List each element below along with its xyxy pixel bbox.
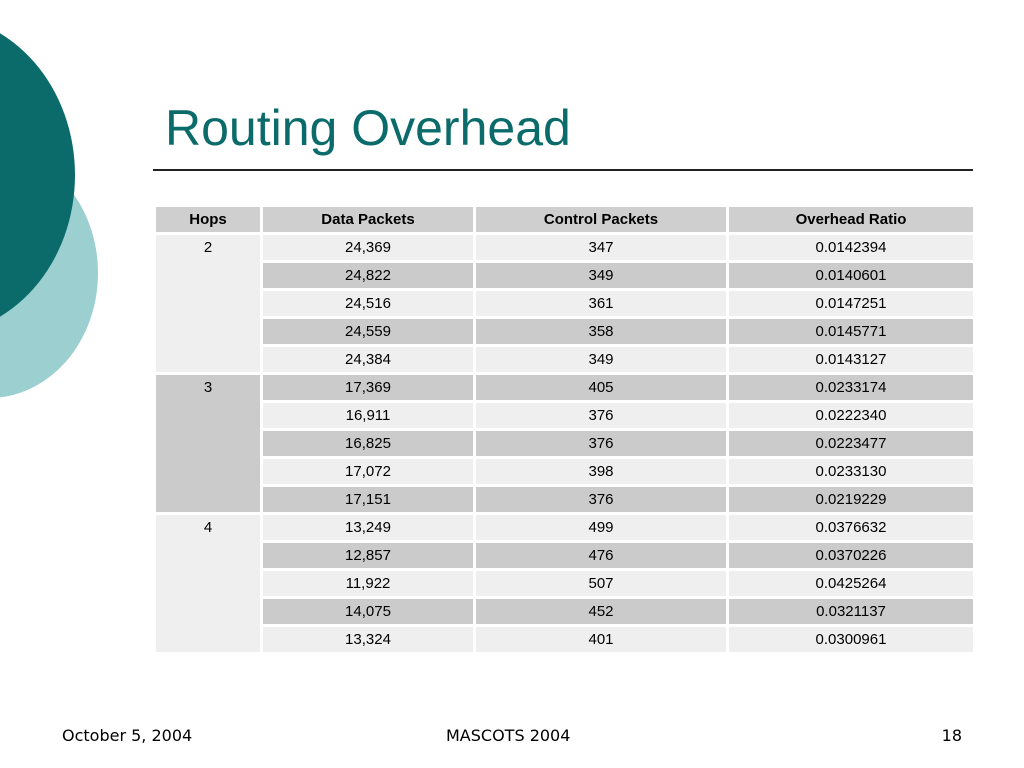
control-packets-cell: 361 <box>475 290 728 318</box>
control-packets-cell: 405 <box>475 374 728 402</box>
table-row <box>155 234 975 262</box>
data-packets-cell: 14,075 <box>262 598 475 626</box>
hops-cell: 2 <box>155 234 262 374</box>
overhead-table-container <box>153 204 973 655</box>
overhead-table <box>153 204 976 655</box>
table-row <box>155 402 975 430</box>
header-hops: Hops <box>155 206 262 234</box>
overhead-ratio-cell: 0.0233130 <box>728 458 975 486</box>
data-packets-cell: 24,822 <box>262 262 475 290</box>
control-packets-cell: 499 <box>475 514 728 542</box>
data-packets-cell: 24,516 <box>262 290 475 318</box>
control-packets-cell: 358 <box>475 318 728 346</box>
table-row <box>155 598 975 626</box>
table-row <box>155 290 975 318</box>
table-row <box>155 514 975 542</box>
header-overhead-ratio: Overhead Ratio <box>728 206 975 234</box>
table-body <box>155 234 975 654</box>
control-packets-cell: 507 <box>475 570 728 598</box>
hops-cell: 4 <box>155 514 262 654</box>
control-packets-cell: 401 <box>475 626 728 654</box>
table-row <box>155 626 975 654</box>
footer-date: October 5, 2004 <box>62 726 193 745</box>
footer-page-number: 18 <box>941 726 962 745</box>
overhead-ratio-cell: 0.0300961 <box>728 626 975 654</box>
overhead-ratio-cell: 0.0222340 <box>728 402 975 430</box>
control-packets-cell: 376 <box>475 402 728 430</box>
data-packets-cell: 11,922 <box>262 570 475 598</box>
control-packets-cell: 376 <box>475 486 728 514</box>
footer-event: MASCOTS 2004 <box>446 726 571 745</box>
data-packets-cell: 16,911 <box>262 402 475 430</box>
table-row <box>155 346 975 374</box>
overhead-ratio-cell: 0.0321137 <box>728 598 975 626</box>
header-control-packets: Control Packets <box>475 206 728 234</box>
data-packets-cell: 24,369 <box>262 234 475 262</box>
slide-title: Routing Overhead <box>165 100 571 156</box>
control-packets-cell: 452 <box>475 598 728 626</box>
overhead-ratio-cell: 0.0145771 <box>728 318 975 346</box>
control-packets-cell: 347 <box>475 234 728 262</box>
table-row <box>155 458 975 486</box>
table-row <box>155 542 975 570</box>
control-packets-cell: 349 <box>475 346 728 374</box>
data-packets-cell: 16,825 <box>262 430 475 458</box>
data-packets-cell: 17,072 <box>262 458 475 486</box>
data-packets-cell: 13,324 <box>262 626 475 654</box>
data-packets-cell: 17,369 <box>262 374 475 402</box>
overhead-ratio-cell: 0.0147251 <box>728 290 975 318</box>
overhead-ratio-cell: 0.0219229 <box>728 486 975 514</box>
overhead-ratio-cell: 0.0376632 <box>728 514 975 542</box>
overhead-ratio-cell: 0.0223477 <box>728 430 975 458</box>
data-packets-cell: 13,249 <box>262 514 475 542</box>
table-row <box>155 570 975 598</box>
title-divider <box>153 169 973 171</box>
data-packets-cell: 24,384 <box>262 346 475 374</box>
data-packets-cell: 12,857 <box>262 542 475 570</box>
control-packets-cell: 349 <box>475 262 728 290</box>
table-row <box>155 262 975 290</box>
control-packets-cell: 376 <box>475 430 728 458</box>
overhead-ratio-cell: 0.0140601 <box>728 262 975 290</box>
control-packets-cell: 398 <box>475 458 728 486</box>
table-row <box>155 486 975 514</box>
overhead-ratio-cell: 0.0425264 <box>728 570 975 598</box>
data-packets-cell: 17,151 <box>262 486 475 514</box>
overhead-ratio-cell: 0.0142394 <box>728 234 975 262</box>
table-header-row <box>155 206 975 234</box>
table-row <box>155 430 975 458</box>
data-packets-cell: 24,559 <box>262 318 475 346</box>
overhead-ratio-cell: 0.0233174 <box>728 374 975 402</box>
overhead-ratio-cell: 0.0370226 <box>728 542 975 570</box>
overhead-ratio-cell: 0.0143127 <box>728 346 975 374</box>
header-data-packets: Data Packets <box>262 206 475 234</box>
control-packets-cell: 476 <box>475 542 728 570</box>
hops-cell: 3 <box>155 374 262 514</box>
table-row <box>155 318 975 346</box>
table-row <box>155 374 975 402</box>
